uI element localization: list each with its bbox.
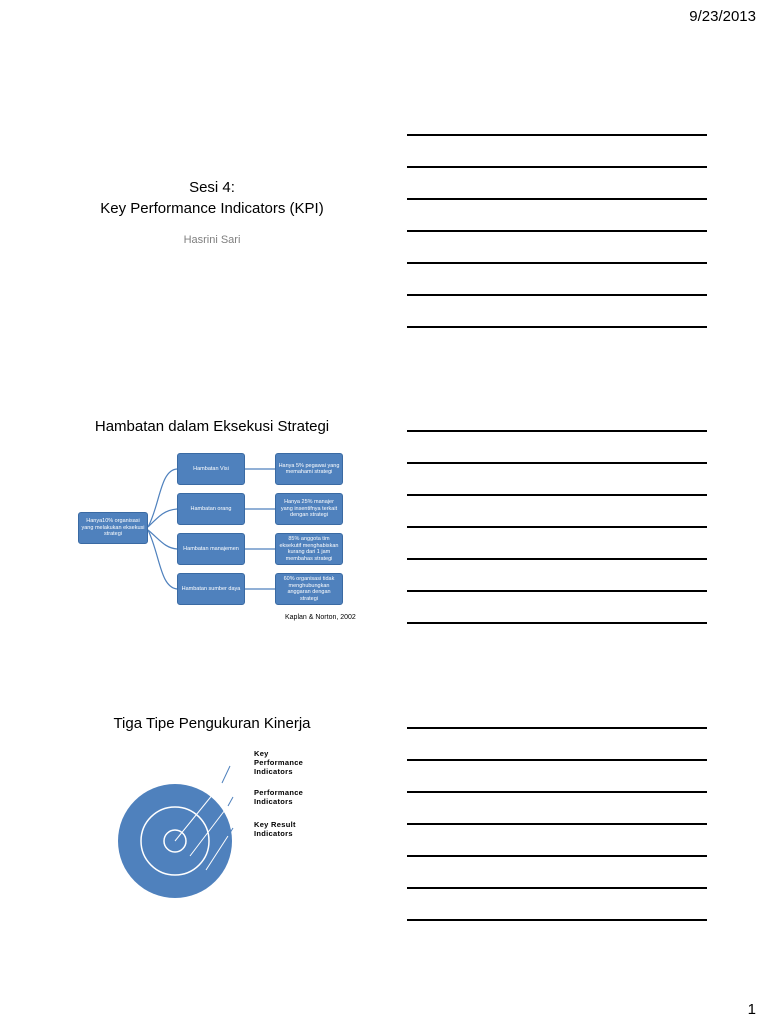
detail-box-visi: Hanya 5% pegawai yang memahami strategi [275, 453, 343, 485]
label-key-performance-indicators: Key Performance Indicators [254, 749, 304, 776]
page-number: 1 [747, 1001, 756, 1018]
source-credit: Kaplan & Norton, 2002 [285, 614, 356, 621]
label-key-result-indicators: Key Result Indicators [254, 820, 296, 838]
branch-box-visi: Hambatan Visi [177, 453, 245, 485]
detail-box-manajemen: 85% anggota tim eksekutif menghabiskan kurang dari 1 jam membahas strategi [275, 533, 343, 565]
slide-3-title: Tiga Tipe Pengukuran Kinerja [113, 715, 311, 732]
note-line [407, 919, 707, 921]
detail-box-sumber-daya: 60% organisasi tidak menghubungkan anggaran dengan strategi [275, 573, 343, 605]
note-line [407, 887, 707, 889]
note-line [407, 823, 707, 825]
note-line [407, 759, 707, 761]
slide-1-title-line-2: Key Performance Indicators (KPI) [100, 200, 324, 217]
detail-box-orang: Hanya 25% manajer yang insentifnya terkait dengan strategi [275, 493, 343, 525]
note-line [407, 855, 707, 857]
label-performance-indicators: Performance Indicators [254, 788, 304, 806]
note-line [407, 791, 707, 793]
branch-box-manajemen: Hambatan manajemen [177, 533, 245, 565]
slide-1-title-line-1: Sesi 4: [189, 179, 235, 196]
slide-2-title: Hambatan dalam Eksekusi Strategi [94, 418, 330, 435]
note-line [407, 727, 707, 729]
root-box: Hanya10% organisasi yang melakukan eksekusi strategi [78, 512, 148, 544]
print-date: 9/23/2013 [689, 8, 756, 25]
slide-1-author: Hasrini Sari [183, 234, 241, 246]
branch-box-orang: Hambatan orang [177, 493, 245, 525]
branch-box-sumber-daya: Hambatan sumber daya [177, 573, 245, 605]
